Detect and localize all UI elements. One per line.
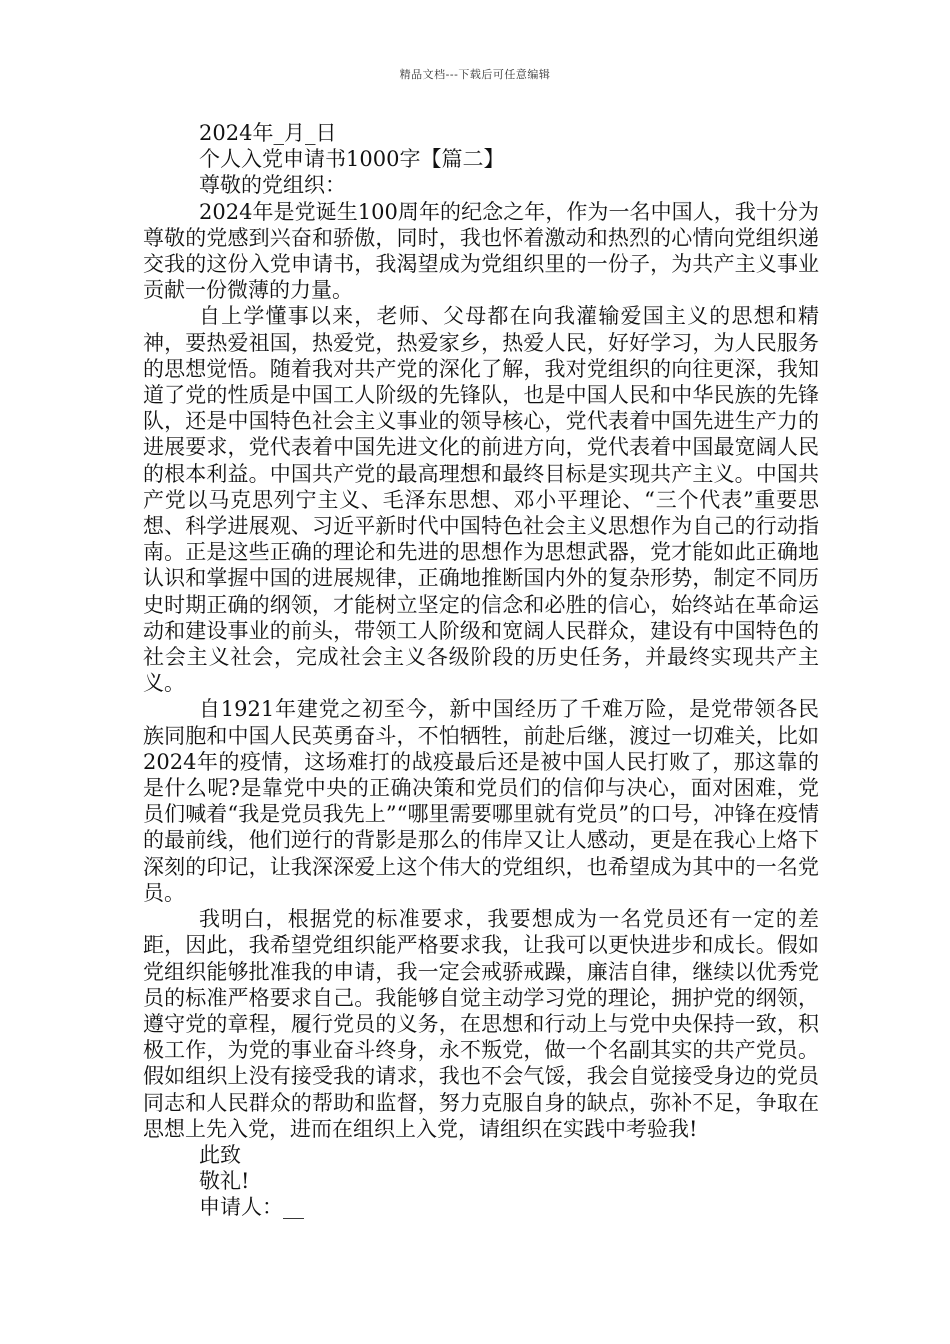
applicant-signature: 申请人：__ (199, 1195, 304, 1220)
date-line: 2024年_月_日 (199, 121, 337, 145)
closing-jingli: 敬礼! (199, 1169, 250, 1194)
document-title: 个人入党申请书1000字【篇二】 (199, 147, 505, 172)
paragraph-4: 我明白，根据党的标准要求，我要想成为一名党员还有一定的差距，因此，我希望党组织能严格要求我，让我可以更快进步和成长。假如党组织能够批准我的申请，我一定会戒骄戒躁，廉洁自律，继续以优秀党员的标准严格要求自己。我能够自觉主动学习党的理论，拥护党的纲领，遵守党的章程，履行党员的义务，在思想和行动上与党中央保持一致，积极工作，为党的事业奋斗终身，永不叛党，做一个名副其实的共产党员。假如组织上没有接受我的请求，我也不会气馁，我会自觉接受身边的党员同志和人民群众的帮助和监督，努力克服自身的缺点，弥补不足，争取在思想上先入党，进而在组织上入党，请组织在实践中考验我! (143, 907, 819, 1141)
page-header: 精品文档---下载后可任意编辑 (399, 68, 551, 81)
paragraph-2: 自上学懂事以来，老师、父母都在向我灌输爱国主义的思想和精神，要热爱祖国，热爱党，热爱家乡，热爱人民，好好学习，为人民服务的思想觉悟。随着我对共产党的深化了解，我对党组织的向往更深，我知道了党的性质是中国工人阶级的先锋队，也是中国人民和中华民族的先锋队，还是中国特色社会主义事业的领导核心，党代表着中国先进生产力的进展要求，党代表着中国先进文化的前进方向，党代表着中国最宽阔人民的根本利益。中国共产党的最高理想和最终目标是实现共产主义。中国共产党以马克思列宁主义、毛泽东思想、邓小平理论、“三个代表”重要思想、科学进展观、习近平新时代中国特色社会主义思想作为自己的行动指南。正是这些正确的理论和先进的思想作为思想武器，党才能如此正确地认识和掌握中国的进展规律，正确地推断国内外的复杂形势，制定不同历史时期正确的纲领，才能树立坚定的信念和必胜的信心，始终站在革命运动和建设事业的前头，带领工人阶级和宽阔人民群众，建设有中国特色的社会主义社会，完成社会主义各级阶段的历史任务，并最终实现共产主义。 (143, 304, 819, 696)
paragraph-3: 自1921年建党之初至今，新中国经历了千难万险，是党带领各民族同胞和中国人民英勇奋斗，不怕牺牲，前赴后继，渡过一切难关，比如2024年的疫情，这场难打的战疫最后还是被中国人民打败了，那这靠的是什么呢?是靠党中央的正确决策和党员们的信仰与决心，面对困难，党员们喊着“我是党员我先上”“哪里需要哪里就有党员”的口号，冲锋在疫情的最前线，他们逆行的背影是那么的伟岸又让人感动，更是在我心上烙下深刻的印记，让我深深爱上这个伟大的党组织，也希望成为其中的一名党员。 (143, 697, 819, 905)
paragraph-1: 2024年是党诞生100周年的纪念之年，作为一名中国人，我十分为尊敬的党感到兴奋和骄傲，同时，我也怀着激动和热烈的心情向党组织递交我的这份入党申请书，我渴望成为党组织里的一份子，为共产主义事业贡献一份微薄的力量。 (143, 199, 819, 303)
document-body (143, 120, 819, 1221)
salutation: 尊敬的党组织： (199, 173, 346, 198)
closing-cizhi: 此致 (199, 1142, 241, 1167)
